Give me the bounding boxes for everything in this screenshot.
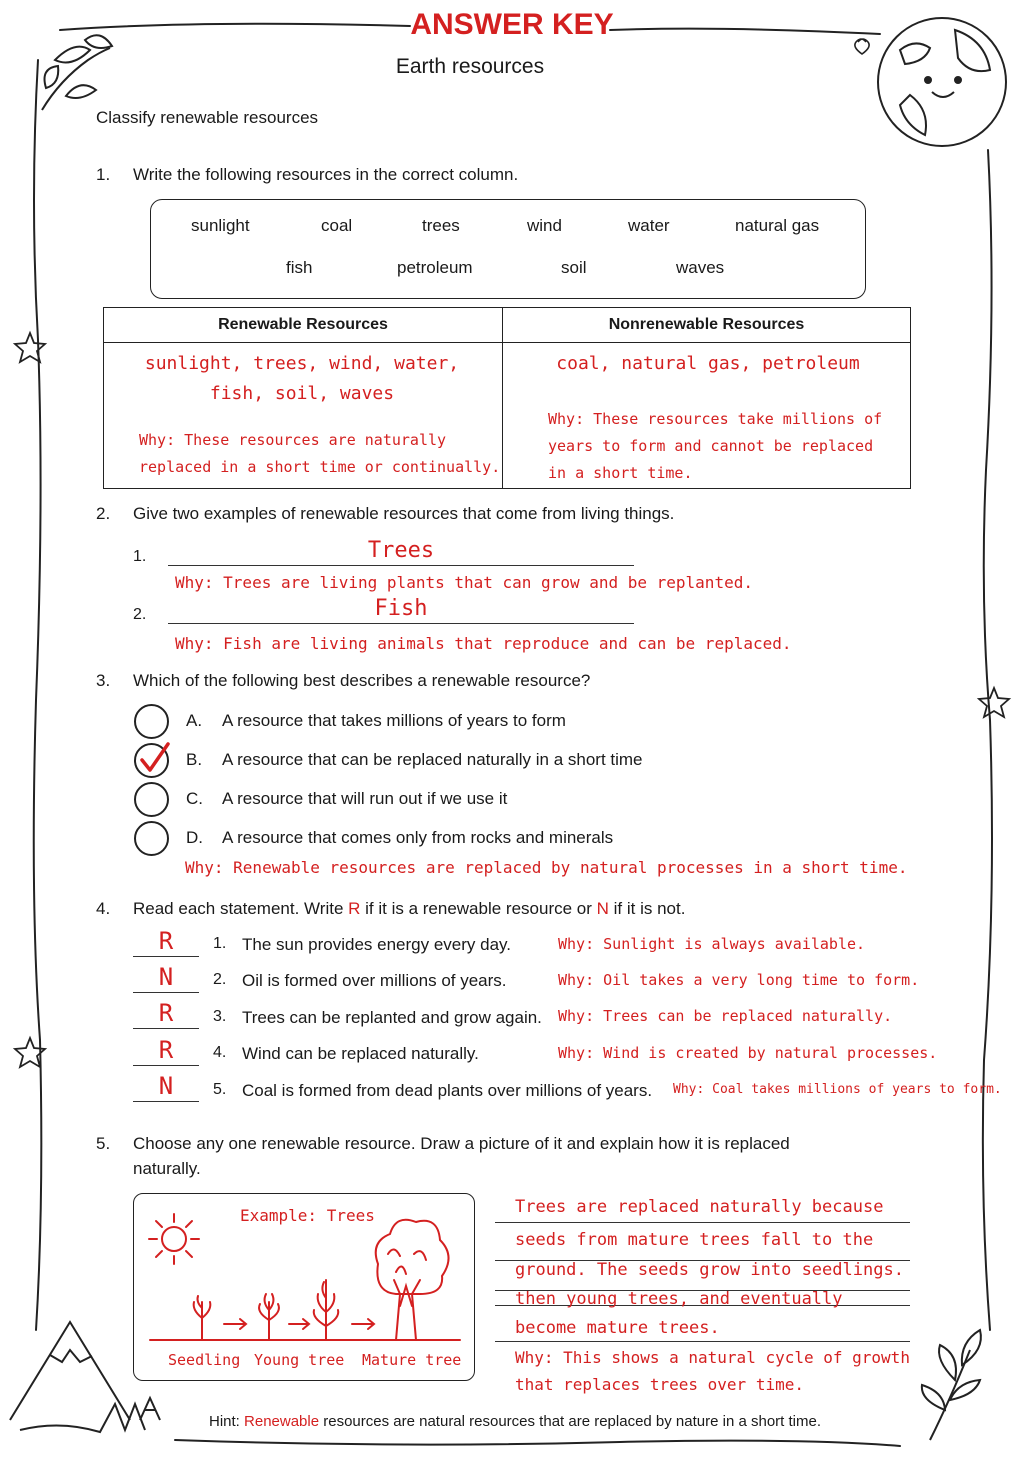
option-c-letter: C. <box>186 789 203 808</box>
q2-answer-line: Fish <box>168 596 634 624</box>
word-bank-item: natural gas <box>735 216 820 235</box>
option-a-text: A resource that takes millions of years to form <box>222 711 566 730</box>
arrow-icon <box>289 1319 309 1329</box>
arrow-icon <box>224 1319 246 1329</box>
q3-text: Which of the following best describes a renewable resource? <box>133 671 591 690</box>
option-b-text: A resource that can be replaced naturally in a short time <box>222 750 643 769</box>
q4-text-part: if it is a renewable resource or <box>360 899 597 918</box>
q4-item-text: The sun provides energy every day. <box>242 935 511 954</box>
q4-why: Why: Wind is created by natural processes. <box>558 1044 938 1062</box>
growing-tree-icon <box>314 1280 339 1340</box>
nonrenewable-why: years to form and cannot be replaced <box>548 437 874 455</box>
q5-why: that replaces trees over time. <box>515 1375 804 1394</box>
q4-r-label: R <box>348 899 361 918</box>
word-bank-item: fish <box>286 258 313 277</box>
q5-answer-line: become mature trees. <box>495 1318 910 1342</box>
q2-why: Why: Trees are living plants that can grow and be replanted. <box>175 573 753 592</box>
q4-item-number: 1. <box>213 935 227 952</box>
drawing-example-label: Example: Trees <box>240 1206 375 1225</box>
q4-why: Why: Coal takes millions of years to form. <box>673 1082 1002 1097</box>
renewable-cell <box>104 343 503 489</box>
q3-number: 3. <box>96 671 111 690</box>
q4-item-text: Coal is formed from dead plants over millions of years. <box>242 1081 653 1100</box>
option-d-radio[interactable] <box>134 821 169 856</box>
q3-why: Why: Renewable resources are replaced by natural processes in a short time. <box>185 858 908 877</box>
checkmark-icon <box>134 740 174 780</box>
hint-text <box>209 1413 821 1430</box>
renewable-header: Renewable Resources <box>104 308 503 343</box>
drawing-box <box>133 1193 475 1381</box>
q4-number: 4. <box>96 899 111 918</box>
renewable-answer: fish, soil, waves <box>209 383 395 404</box>
option-d-letter: D. <box>186 828 203 847</box>
q5-answer-line: then young trees, and eventually <box>495 1289 910 1306</box>
q4-answer-box[interactable]: R <box>133 998 199 1029</box>
q2-text: Give two examples of renewable resources that come from living things. <box>133 504 675 523</box>
q1-number: 1. <box>96 165 111 184</box>
option-b-letter: B. <box>186 750 203 769</box>
sun-icon <box>149 1214 199 1264</box>
q2-item-number: 2. <box>133 606 147 623</box>
word-bank <box>150 199 866 299</box>
option-d-text: A resource that comes only from rocks and minerals <box>222 828 614 847</box>
section-title: Classify renewable resources <box>96 108 319 127</box>
q4-item-number: 2. <box>213 971 227 988</box>
word-bank-item: water <box>628 216 670 235</box>
nonrenewable-why: in a short time. <box>548 464 693 482</box>
nonrenewable-answer: coal, natural gas, petroleum <box>556 353 860 374</box>
seedling-icon <box>194 1296 211 1340</box>
word-bank-item: soil <box>561 258 587 277</box>
nonrenewable-cell <box>503 343 911 489</box>
renewable-why: replaced in a short time or continually. <box>139 458 501 476</box>
option-c-text: A resource that will run out if we use it <box>222 789 508 808</box>
q4-n-label: N <box>596 899 609 918</box>
stage-label: Mature tree <box>362 1351 462 1369</box>
q5-text: naturally. <box>133 1159 201 1178</box>
q4-item-number: 5. <box>213 1081 227 1098</box>
young-tree-icon <box>259 1294 279 1340</box>
word-bank-item: coal <box>321 216 353 235</box>
q2-answer-line: Trees <box>168 538 634 566</box>
word-bank-item: waves <box>676 258 725 277</box>
arrow-icon <box>352 1319 374 1329</box>
q2-why: Why: Fish are living animals that reproduce and can be replaced. <box>175 634 792 653</box>
q5-answer-line: seeds from mature trees fall to the <box>495 1228 910 1261</box>
hint-keyword: Renewable <box>244 1413 320 1430</box>
q4-answer-box[interactable]: R <box>133 926 199 957</box>
q4-answer-box[interactable]: N <box>133 962 199 993</box>
q4-item-number: 3. <box>213 1008 227 1025</box>
q2-item-number: 1. <box>133 548 147 565</box>
renewable-why: Why: These resources are naturally <box>139 431 447 449</box>
q5-why: Why: This shows a natural cycle of growth <box>515 1348 910 1367</box>
q4-item-text: Oil is formed over millions of years. <box>242 971 507 990</box>
q4-item-number: 4. <box>213 1044 227 1061</box>
hint-body: resources are natural resources that are replaced by nature in a short time. <box>319 1413 821 1430</box>
q1-text: Write the following resources in the correct column. <box>133 165 519 184</box>
q4-why: Why: Sunlight is always available. <box>558 935 866 953</box>
option-a-radio[interactable] <box>134 704 169 739</box>
q5-number: 5. <box>96 1134 111 1153</box>
mature-tree-icon <box>376 1220 449 1340</box>
word-bank-item: sunlight <box>191 216 250 235</box>
q4-why: Why: Trees can be replaced naturally. <box>558 1007 893 1025</box>
answer-key-title: ANSWER KEY <box>410 8 614 41</box>
nonrenewable-why: Why: These resources take millions of <box>548 410 883 428</box>
q2-number: 2. <box>96 504 111 523</box>
worksheet-title: Earth resources <box>395 55 545 78</box>
option-c-radio[interactable] <box>134 782 169 817</box>
q4-text-part: if it is not. <box>608 899 686 918</box>
word-bank-item: wind <box>527 216 562 235</box>
hint-label: Hint: <box>209 1413 245 1430</box>
q4-answer-box[interactable]: R <box>133 1035 199 1066</box>
q5-text: Choose any one renewable resource. Draw a picture of it and explain how it is replaced <box>133 1134 790 1153</box>
q4-why: Why: Oil takes a very long time to form. <box>558 971 920 989</box>
option-a-letter: A. <box>186 711 203 730</box>
q4-text <box>133 899 685 919</box>
stage-label: Young tree <box>254 1351 345 1369</box>
q4-item-text: Trees can be replanted and grow again. <box>242 1008 542 1027</box>
q4-answer-box[interactable]: N <box>133 1071 199 1102</box>
q5-answer-line: ground. The seeds grow into seedlings. <box>495 1260 910 1291</box>
q5-answer-line: Trees are replaced naturally because <box>495 1197 910 1223</box>
resource-table <box>103 307 911 489</box>
q4-item-text: Wind can be replaced naturally. <box>242 1044 479 1063</box>
leaf-branch-icon <box>922 1330 981 1440</box>
word-bank-item: trees <box>422 216 460 235</box>
nonrenewable-header: Nonrenewable Resources <box>503 308 911 343</box>
word-bank-item: petroleum <box>397 258 473 277</box>
stage-label: Seedling <box>168 1351 241 1369</box>
renewable-answer: sunlight, trees, wind, water, <box>144 353 460 374</box>
q4-text-part: Read each statement. Write <box>133 899 349 918</box>
